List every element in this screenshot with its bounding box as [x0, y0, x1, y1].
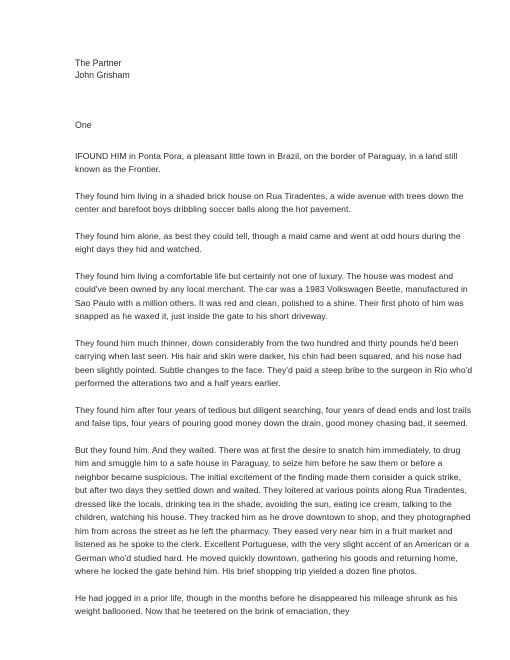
paragraph-8: He had jogged in a prior life, though in the months before he disappeared his mileage shrunk as his weight ballooned. Now that he teetered on the brink of emaciation, they: [75, 592, 458, 616]
book-title: The Partner: [75, 58, 122, 68]
document-page: [75, 57, 475, 632]
paragraph-1: IFOUND HIM in Ponta Pora, a pleasant little town in Brazil, on the border of Paraguay, in a land still known as the Frontier.: [75, 150, 458, 174]
book-author: John Grisham: [75, 70, 130, 80]
paragraph-5: They found him much thinner, down considerably from the two hundred and thirty pounds he'd been carrying when last seen. His hair and skin were darker, his chin had been squared, and his nose had been slightly pointed. Subtle changes to the face. They'd paid a steep bribe to the surgeon in Rio who'd performed the alterations two and a half years earlier.: [75, 337, 473, 388]
paragraph-7: But they found him. And they waited. There was at first the desire to snatch him immediately, to drug him and smuggle him to a safe house in Paraguay, to seize him before he saw them or before a neighbor became suspicious. The initial excitement of the finding made them consider a quick strike, but after two days they settled down and waited. They loitered at various points along Rua Tiradentes, dressed like the locals, drinking tea in the shade, avoiding the sun, eating ice cream, talking to the children, watching his house. They tracked him as he drove downtown to shop, and they photographed him from across the street as he left the pharmacy. They eased very near him in a fruit market and listened as he spoke to the clerk. Excellent Portuguese, with the very slight accent of an American or a German who'd studied hard. He moved quickly downtown, gathering his goods and returning home, where he locked the gate behind him. His brief shopping trip yielded a dozen fine photos.: [75, 444, 471, 576]
paragraph-3: They found him alone, as best they could tell, though a maid came and went at odd hours during the eight days they hid and watched.: [75, 230, 461, 254]
paragraph-2: They found him living in a shaded brick house on Rua Tiradentes, a wide avenue with trees down the center and barefoot boys dribbling soccer balls along the hot pavement.: [75, 190, 464, 214]
paragraph-4: They found him living a comfortable life but certainly not one of luxury. The house was modest and could've been owned by any local merchant. The car was a 1983 Volkswagen Beetle, manufactured in Sao Paulo with a million others. It was red and clean, polished to a shine. Their first photo of him was snapped as he waxed it, just inside the gate to his short driveway.: [75, 270, 468, 321]
paragraph-6: They found him after four years of tedious but diligent searching, four years of dead ends and lost trails and false tips, four years of pouring good money down the drain, good money chasing bad, it seemed.: [75, 404, 472, 428]
chapter-heading: One: [75, 120, 92, 130]
